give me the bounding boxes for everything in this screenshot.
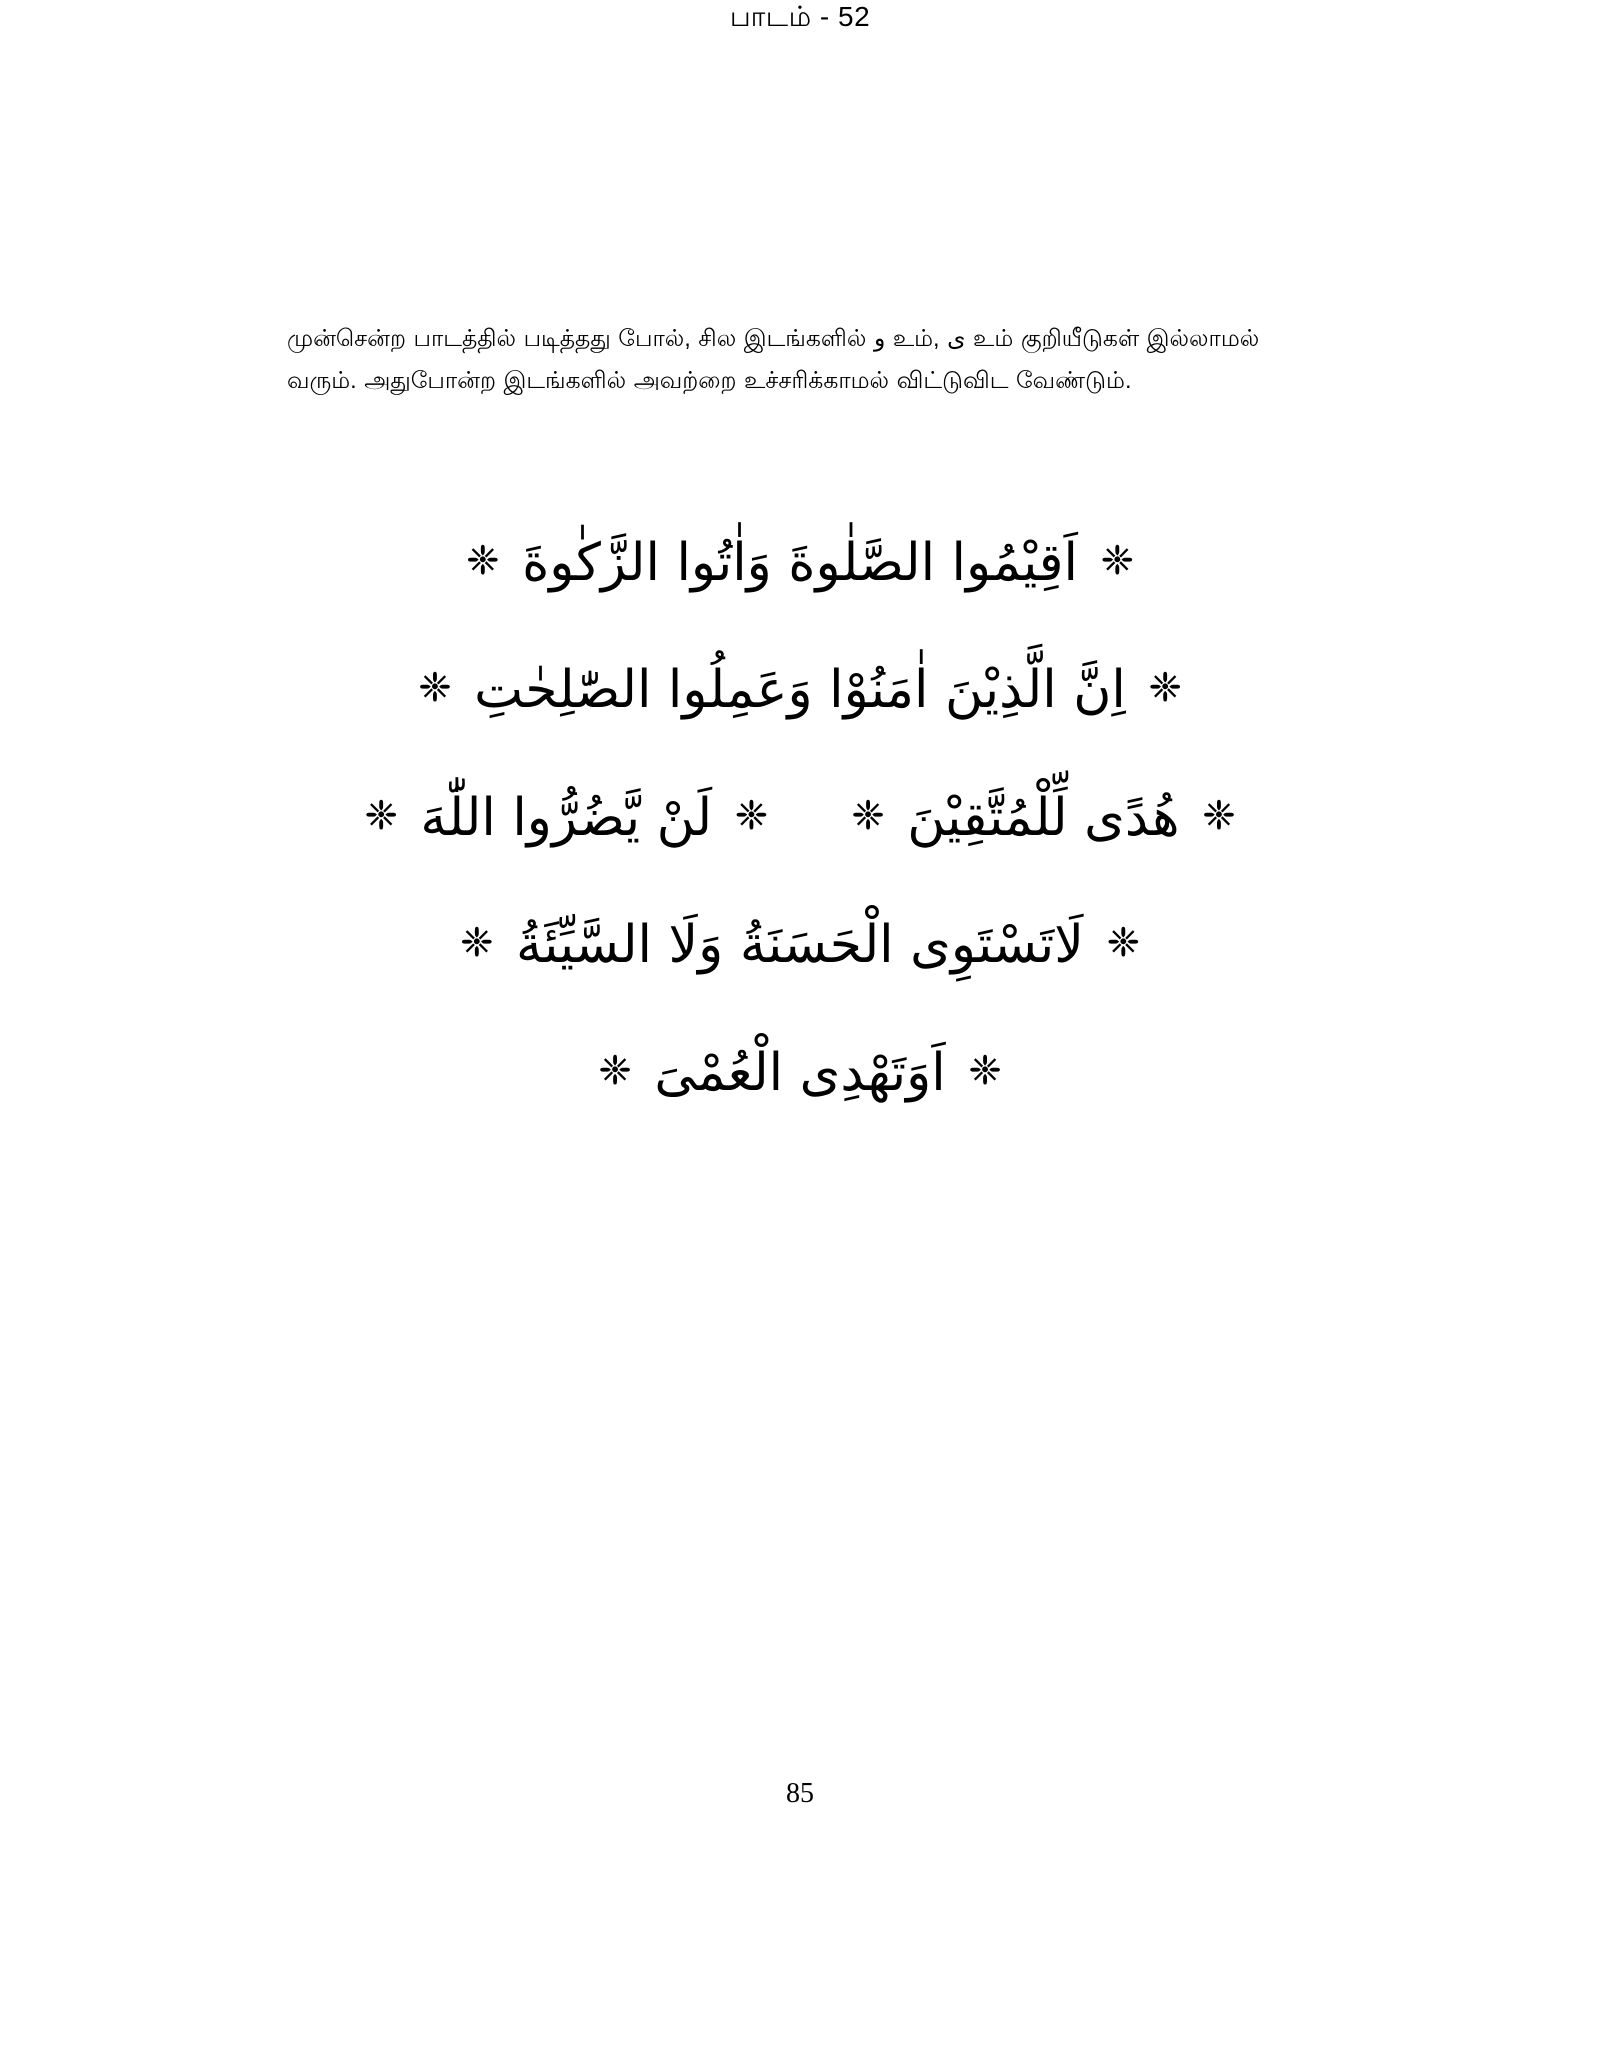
ornament-icon: ❈ (418, 665, 452, 712)
arabic-verse-text: لَاتَسْتَوِى الْحَسَنَةُ وَلَا السَّيِّئَةُ (516, 915, 1084, 976)
arabic-verse-line (0, 882, 1600, 1009)
intro-paragraph: முன்சென்ற பாடத்தில் படித்தது போல், சில இடங்களில் و உம், ی உம் குறியீடுகள் இல்லாமல் வரும். அதுபோன்ற இடங்களில் அவற்றை உச்சரிக்காமல் விட்டுவிட வேண்டும். (287, 325, 1260, 393)
ornament-icon: ❈ (1202, 792, 1236, 839)
arabic-verse-line (0, 500, 1600, 627)
arabic-verses-block (0, 500, 1600, 1137)
ornament-icon: ❈ (598, 1047, 632, 1094)
arabic-verse-text: اَقِيْمُوا الصَّلٰوةَ وَاٰتُوا الزَّكٰوةَ (522, 533, 1078, 593)
ornament-icon: ❈ (1106, 920, 1140, 967)
ornament-icon: ❈ (460, 920, 494, 967)
ornament-icon: ❈ (466, 538, 500, 584)
arabic-verse-line (0, 1010, 1600, 1137)
arabic-verse-line (0, 755, 1600, 882)
ornament-icon: ❈ (968, 1047, 1002, 1094)
arabic-verse-text: هُدًى لِّلْمُتَّقِيْنَ (907, 787, 1180, 848)
ornament-icon: ❈ (364, 792, 398, 839)
ornament-icon: ❈ (1148, 665, 1182, 712)
ornament-icon: ❈ (734, 792, 769, 839)
arabic-verse-line (0, 627, 1600, 754)
ornament-icon: ❈ (1100, 538, 1134, 584)
page-title: பாடம் - 52 (729, 1, 871, 32)
arabic-verse-text: اِنَّ الَّذِيْنَ اٰمَنُوْا وَعَمِلُوا الصّٰلِحٰتِ (474, 660, 1126, 721)
page-number: 85 (786, 1778, 814, 1809)
ornament-icon: ❈ (851, 792, 885, 839)
arabic-verse-text: اَوَتَهْدِى الْعُمْىَ (654, 1042, 946, 1103)
arabic-verse-text: لَنْ يَّضُرُّوا اللّٰهَ (420, 787, 713, 848)
